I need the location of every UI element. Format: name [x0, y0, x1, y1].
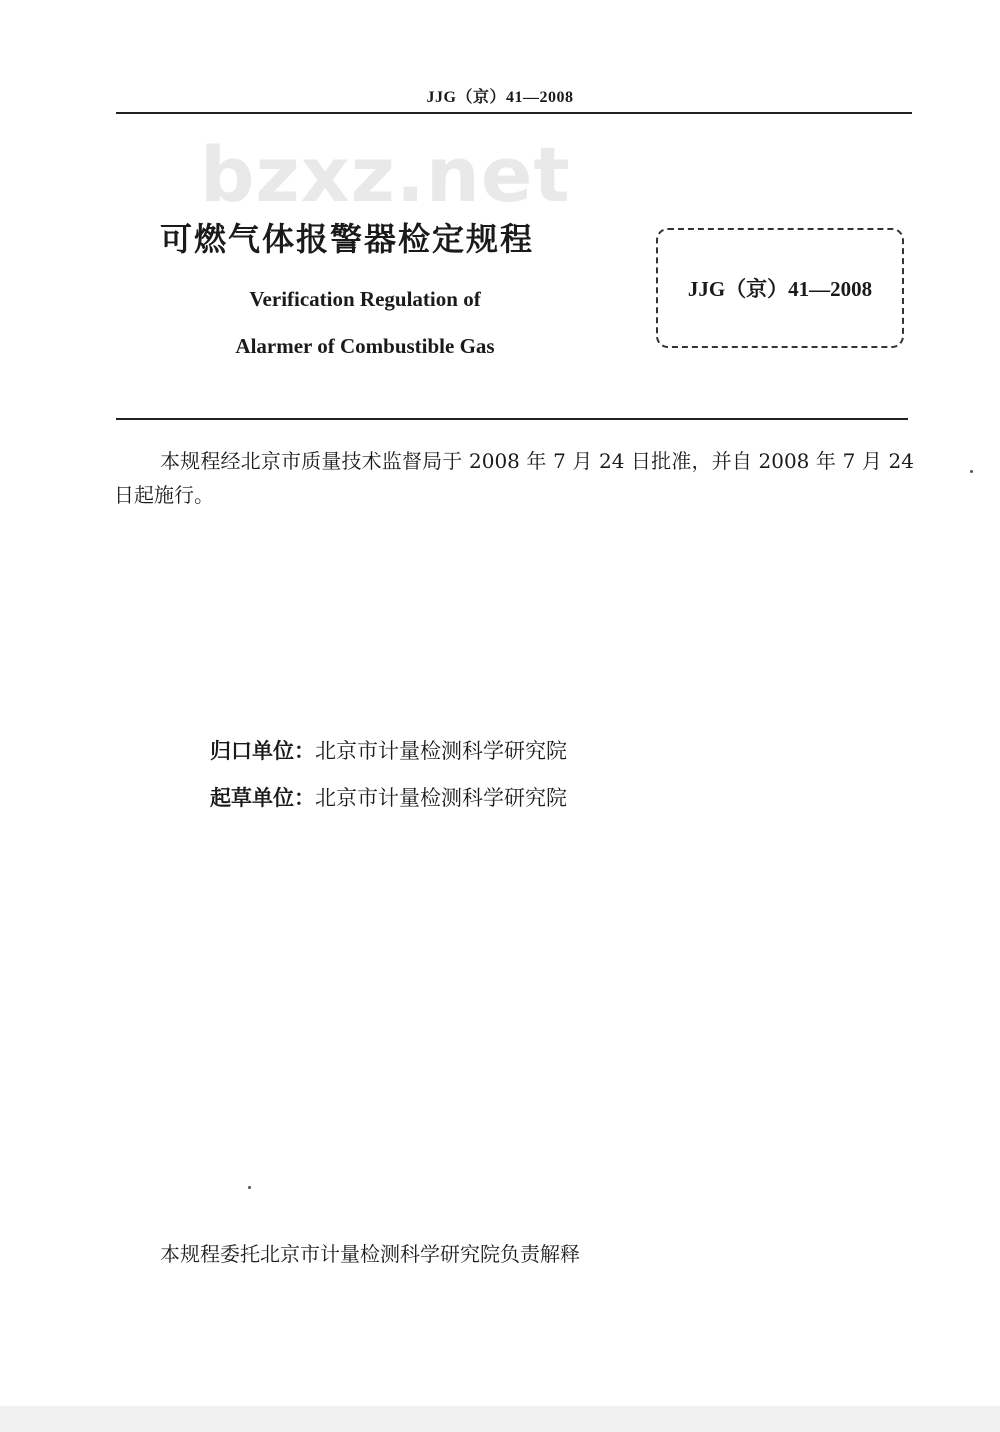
scan-speck: [248, 1186, 251, 1189]
regulation-code: JJG（京）41—2008: [687, 277, 873, 301]
unit-row-drafting: [210, 782, 567, 812]
unit-value: 北京市计量检测科学研究院: [315, 786, 567, 810]
regulation-code-box: [656, 228, 904, 348]
header-rule: [116, 112, 912, 114]
unit-value: 北京市计量检测科学研究院: [315, 739, 567, 763]
running-header: JJG（京）41—2008: [426, 89, 574, 106]
interpretation-note: 本规程委托北京市计量检测科学研究院负责解释: [160, 1242, 580, 1266]
unit-label: 起草单位：: [210, 786, 315, 810]
watermark: bzxz.net: [200, 130, 571, 219]
title-rule: [116, 418, 908, 420]
title-chinese: 可燃气体报警器检定规程: [160, 220, 535, 258]
title-english-line2: Alarmer of Combustible Gas: [235, 334, 495, 358]
title-english-line1: Verification Regulation of: [249, 287, 481, 311]
scan-footer-band: [0, 1406, 1000, 1432]
scan-speck: [970, 470, 973, 473]
unit-label: 归口单位：: [210, 739, 315, 763]
unit-row-responsible: [210, 735, 567, 765]
approval-paragraph: 本规程经北京市质量技术监督局于 2008 年 7 月 24 日批准，并自 2008 年 7 月 24 日起施行。: [114, 449, 914, 507]
